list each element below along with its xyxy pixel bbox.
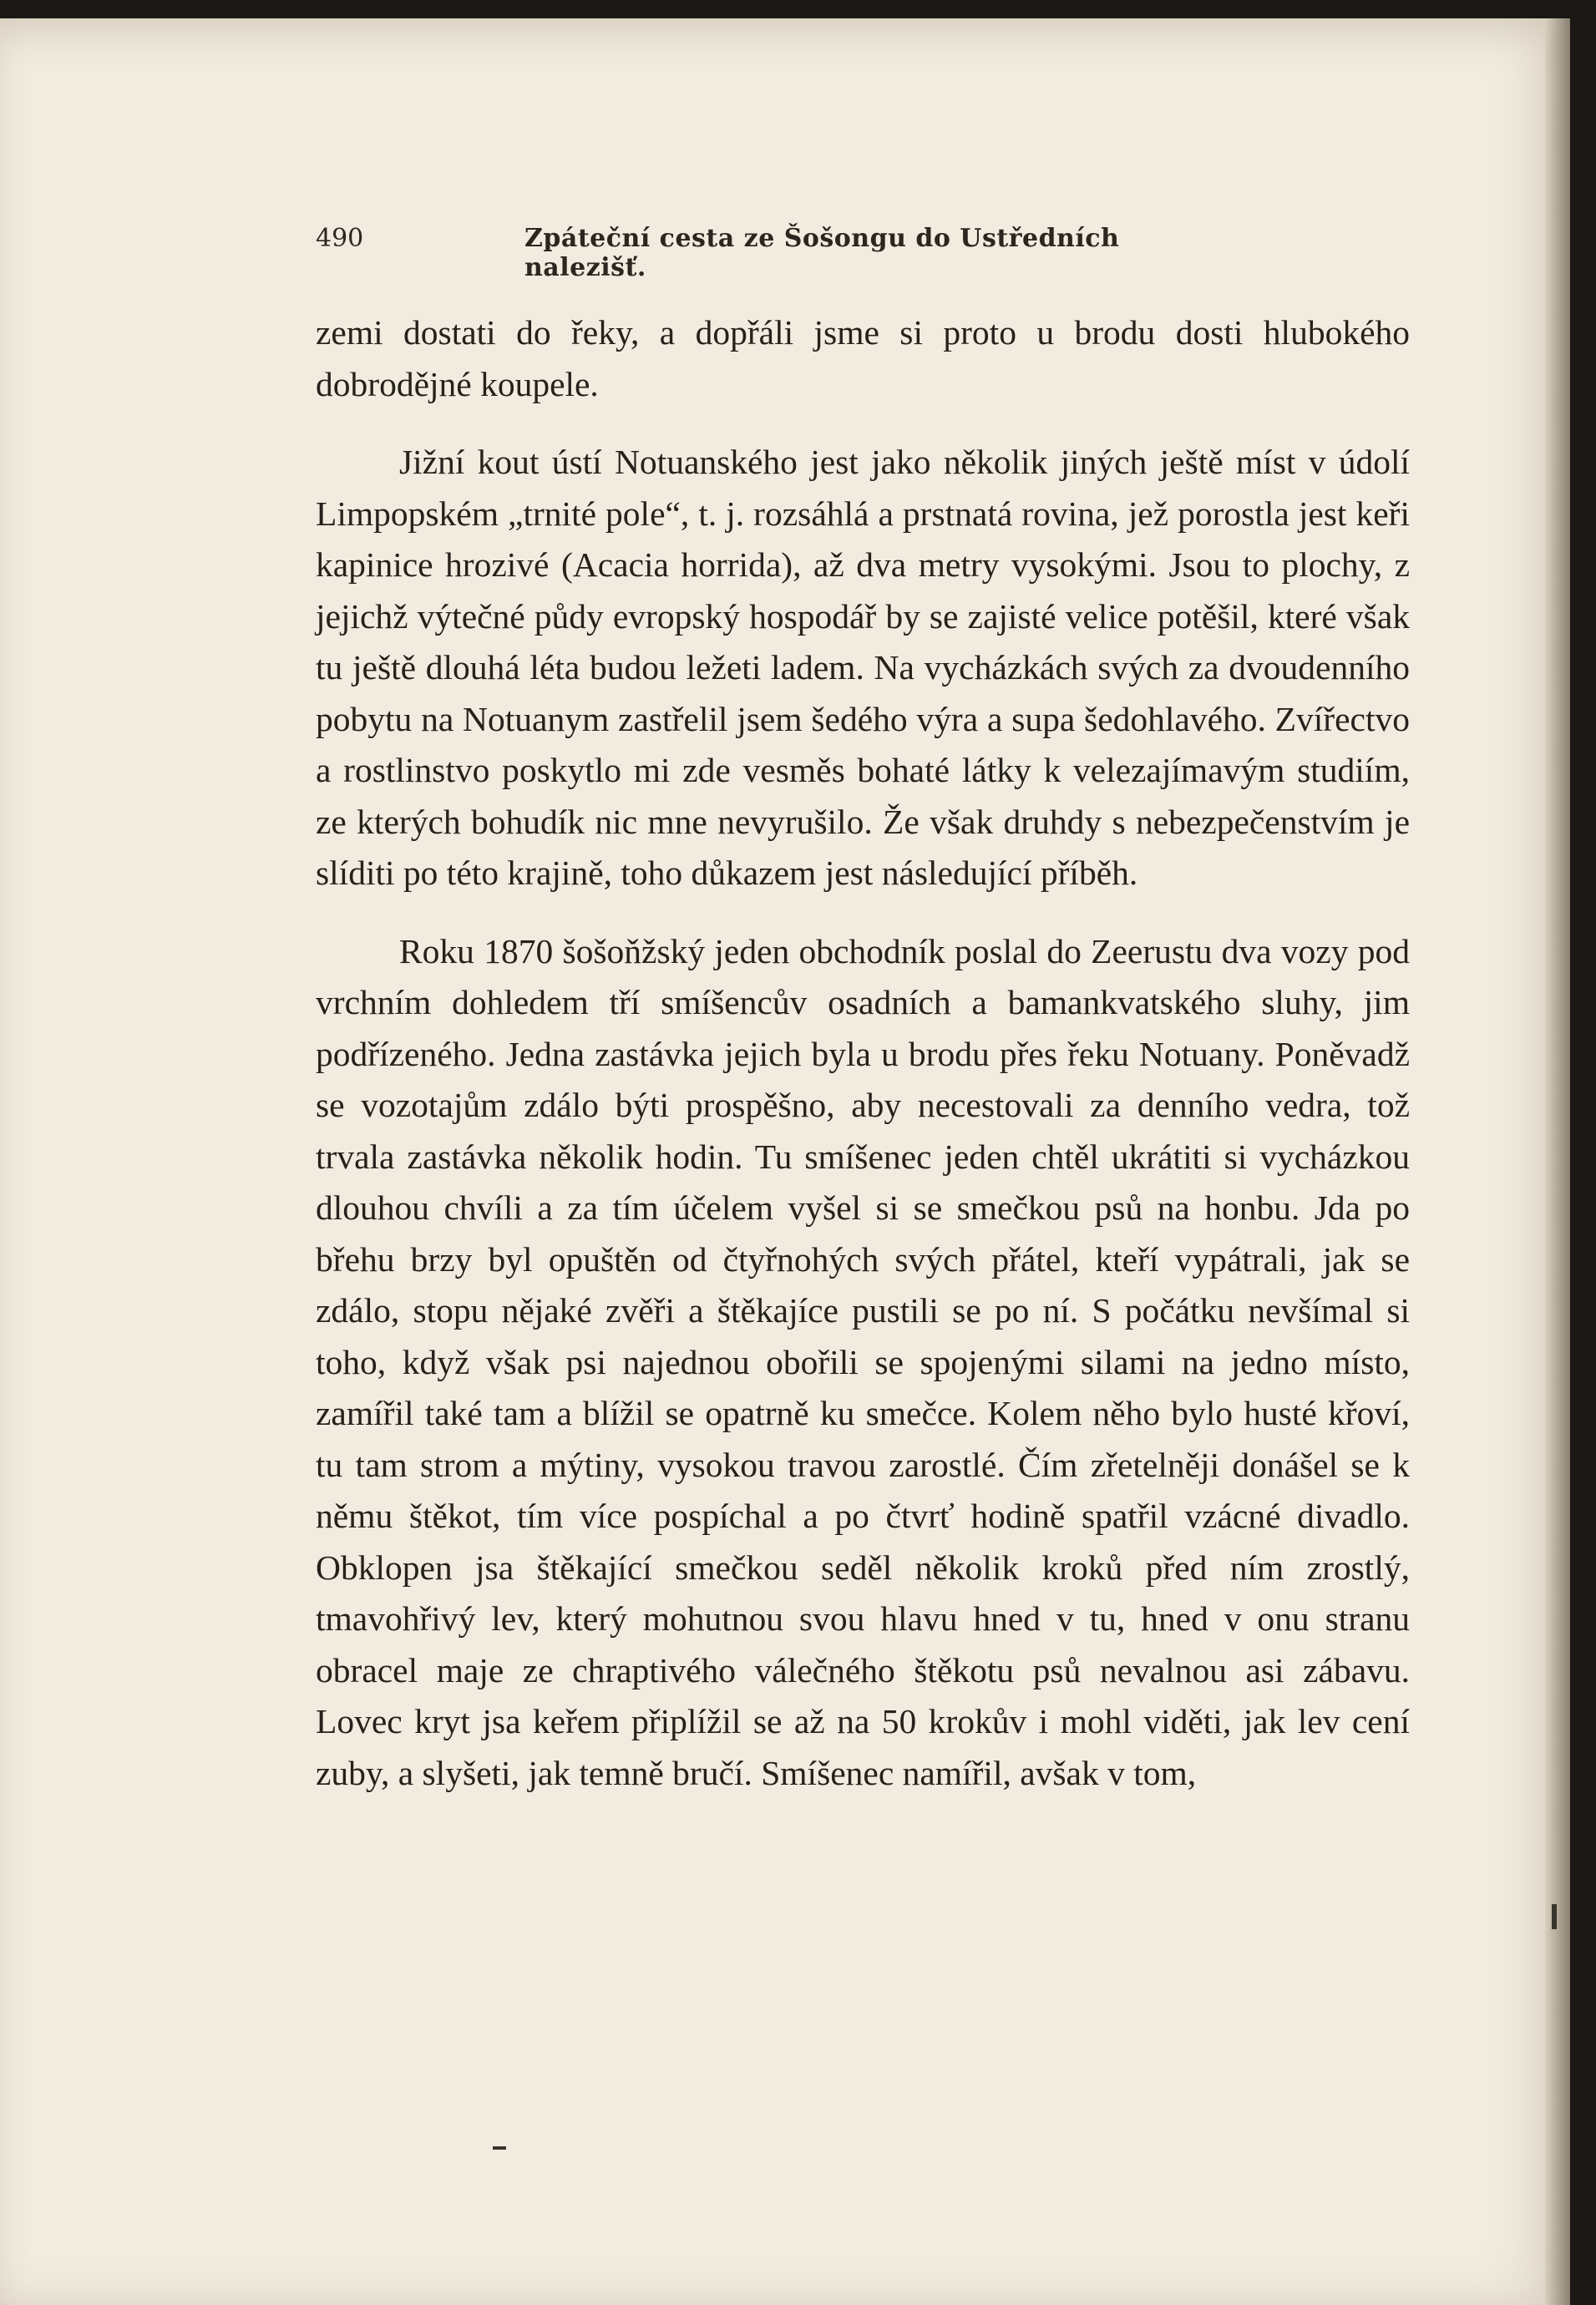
body-text	[316, 307, 1410, 1799]
paragraph-gap	[316, 410, 1410, 437]
paragraph-gap	[316, 899, 1410, 926]
page-spine-shadow	[1545, 18, 1570, 2305]
scan-top-border	[0, 0, 1596, 18]
scan-right-border	[1570, 0, 1596, 2305]
page-header	[316, 224, 1201, 282]
scan-speck	[1552, 1904, 1557, 1929]
running-title: Zpáteční cesta ze Šošongu do Ustředních nalezišť.	[524, 224, 1120, 282]
paragraph-thorn-field: Jižní kout ústí Notuanského jest jako několik jiných ještě míst v údolí Limpopském „trnité pole“, t. j. rozsáhlá a prstnatá rovina, jež porostla jest keři kapinice hrozivé (Acacia horrida), až dva metry vysokými. Jsou to plochy, z jejichž výtečné půdy evropský hospodář by se zajisté velice potěšil, které však tu ještě dlouhá léta budou ležeti ladem. Na vycházkách svých za dvoudenního pobytu na Notuanym zastřelil jsem šedého výra a supa šedohlavého. Zvířectvo a rostlinstvo poskytlo mi zde vesměs bohaté látky k velezajímavým studiím, ze kterých bohudík nic mne nevyrušilo. Že však druhdy s nebezpečenstvím je slíditi po této krajině, toho důkazem jest následující příběh.	[316, 443, 1410, 892]
paragraph-continuation: zemi dostati do řeky, a dopřáli jsme si proto u brodu dosti hlubokého dobrodějné koupele.	[316, 313, 1410, 403]
page-number: 490	[316, 224, 364, 253]
scan-speck	[493, 2146, 506, 2150]
paragraph-lion-story: Roku 1870 šošoňžský jeden obchodník poslal do Zeerustu dva vozy pod vrchním dohledem tří smíšencův osadních a bamankvatského sluhy, jim podřízeného. Jedna zastávka jejich byla u brodu přes řeku Notuany. Poněvadž se vozotajům zdálo býti prospěšno, aby necestovali za denního vedra, tož trvala zastávka několik hodin. Tu smíšenec jeden chtěl ukrátiti si vycházkou dlouhou chvíli a za tím účelem vyšel si se smečkou psů na honbu. Jda po břehu brzy byl opuštěn od čtyřnohých svých přátel, kteří vypátrali, jak se zdálo, stopu nějaké zvěři a štěkajíce pustili se po ní. S počátku nevšímal si toho, když však psi najednou obořili se spojenými silami na jedno místo, zamířil také tam a blížil se opatrně ku smečce. Kolem něho bylo husté křoví, tu tam strom a mýtiny, vysokou travou zarostlé. Čím zřetelněji donášel se k němu štěkot, tím více pospíchal a po čtvrť hodině spatřil vzácné divadlo. Obklopen jsa štěkající smečkou seděl několik kroků před ním zrostlý, tmavohřivý lev, který mohutnou svou hlavu hned v tu, hned v onu stranu obracel maje ze chraptivého válečného štěkotu psů nevalnou asi zábavu. Lovec kryt jsa keřem připlížil se až na 50 krokův i mohl viděti, jak lev cení zuby, a slyšeti, jak temně bručí. Smíšenec namířil, avšak v tom,	[316, 931, 1410, 1792]
